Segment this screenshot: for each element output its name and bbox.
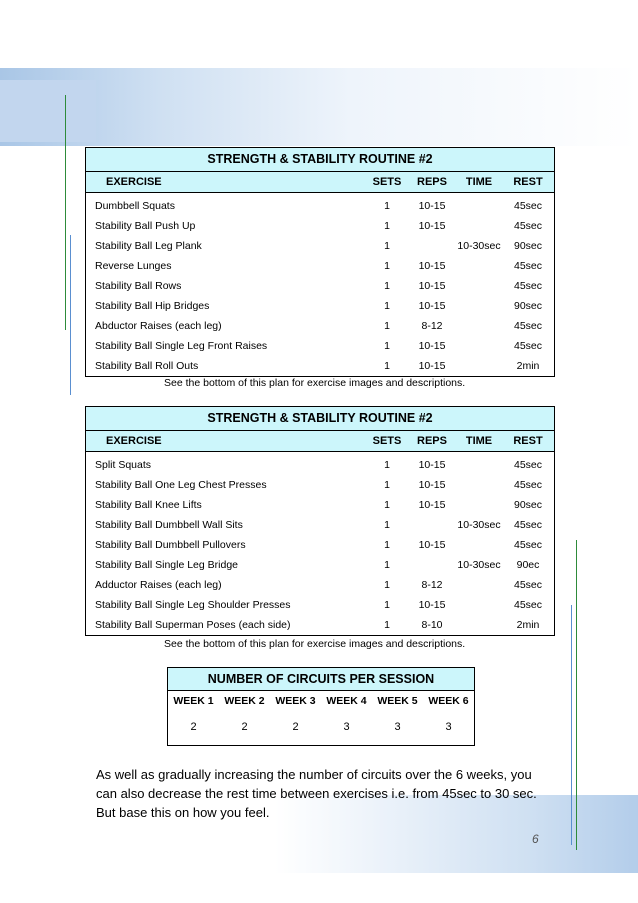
exercise-name: Stability Ball Leg Plank — [95, 240, 202, 252]
rest-value: 90ec — [516, 559, 540, 571]
time-value: 10-30sec — [457, 240, 501, 252]
routine-rows — [86, 193, 554, 376]
time-value — [454, 475, 504, 495]
time-value — [454, 336, 504, 356]
time-value — [454, 296, 504, 316]
rest-value: 45sec — [513, 579, 543, 591]
circuit-count: 2 — [292, 721, 299, 733]
exercise-row — [86, 535, 554, 555]
reps-value: 10-15 — [418, 499, 446, 511]
exercise-name: Stability Ball Roll Outs — [95, 360, 199, 372]
exercise-row — [86, 575, 554, 595]
rest-value: 45sec — [513, 340, 543, 352]
exercise-name: Stability Ball Single Leg Bridge — [95, 559, 239, 571]
exercise-row — [86, 615, 554, 635]
reps-value — [412, 236, 452, 256]
sets-value: 1 — [384, 619, 390, 631]
exercise-row — [86, 455, 554, 475]
exercise-name: Stability Ball Single Leg Shoulder Presses — [95, 599, 291, 611]
time-value: 10-30sec — [457, 519, 501, 531]
reps-value: 8-12 — [421, 579, 443, 591]
rest-value: 45sec — [513, 260, 543, 272]
circuits-title: NUMBER OF CIRCUITS PER SESSION — [168, 668, 474, 691]
time-value — [454, 356, 504, 376]
reps-value: 10-15 — [418, 479, 446, 491]
decorative-line — [65, 95, 66, 330]
routine-rows — [86, 452, 554, 635]
reps-value: 10-15 — [418, 220, 446, 232]
reps-value: 10-15 — [418, 280, 446, 292]
rest-value: 45sec — [513, 459, 543, 471]
week-label: WEEK 6 — [428, 695, 469, 707]
circuits-value-row — [168, 711, 474, 744]
routine-title: STRENGTH & STABILITY ROUTINE #2 — [86, 148, 554, 172]
rest-value: 45sec — [513, 599, 543, 611]
routine-table-2 — [85, 406, 555, 636]
week-label: WEEK 4 — [326, 695, 367, 707]
exercise-name: Stability Ball Superman Poses (each side) — [95, 619, 291, 631]
time-value — [454, 455, 504, 475]
sets-value: 1 — [384, 300, 390, 312]
exercise-name: Dumbbell Squats — [95, 200, 175, 212]
time-value — [454, 495, 504, 515]
exercise-row — [86, 555, 554, 575]
week-label: WEEK 5 — [377, 695, 418, 707]
reps-value: 10-15 — [418, 459, 446, 471]
column-exercise: EXERCISE — [106, 435, 162, 447]
time-value — [454, 535, 504, 555]
exercise-row — [86, 336, 554, 356]
exercise-row — [86, 495, 554, 515]
routine-header — [86, 431, 554, 452]
column-time: TIME — [465, 176, 493, 188]
page-number: 6 — [532, 832, 539, 846]
sets-value: 1 — [384, 340, 390, 352]
reps-value — [412, 515, 452, 535]
time-value — [454, 575, 504, 595]
circuit-count: 2 — [190, 721, 197, 733]
reps-value: 10-15 — [418, 200, 446, 212]
rest-value: 90sec — [513, 499, 543, 511]
rest-value: 45sec — [513, 200, 543, 212]
decorative-line — [571, 605, 572, 845]
exercise-name: Stability Ball Dumbbell Wall Sits — [95, 519, 243, 531]
circuit-count: 2 — [241, 721, 248, 733]
time-value — [454, 216, 504, 236]
circuit-count: 3 — [343, 721, 350, 733]
reps-value: 8-10 — [421, 619, 443, 631]
exercise-row — [86, 356, 554, 376]
sets-value: 1 — [384, 459, 390, 471]
sets-value: 1 — [384, 320, 390, 332]
column-sets: SETS — [372, 435, 402, 447]
routine-table-1 — [85, 147, 555, 377]
exercise-row — [86, 256, 554, 276]
sets-value: 1 — [384, 519, 390, 531]
column-reps: REPS — [417, 176, 447, 188]
sets-value: 1 — [384, 579, 390, 591]
header-decoration-block — [0, 80, 96, 142]
sets-value: 1 — [384, 479, 390, 491]
time-value — [454, 316, 504, 336]
rest-value: 2min — [516, 619, 540, 631]
reps-value: 8-12 — [421, 320, 443, 332]
circuit-count: 3 — [394, 721, 401, 733]
exercise-name: Reverse Lunges — [95, 260, 172, 272]
reps-value: 10-15 — [418, 260, 446, 272]
circuit-count: 3 — [445, 721, 452, 733]
rest-value: 45sec — [513, 220, 543, 232]
exercise-name: Stability Ball Knee Lifts — [95, 499, 202, 511]
exercise-name: Abductor Raises (each leg) — [95, 320, 222, 332]
column-rest: REST — [513, 435, 543, 447]
reps-value — [412, 555, 452, 575]
exercise-name: Stability Ball Hip Bridges — [95, 300, 210, 312]
exercise-row — [86, 475, 554, 495]
column-reps: REPS — [417, 435, 447, 447]
routine-note: See the bottom of this plan for exercise images and descriptions. — [164, 377, 466, 389]
week-label: WEEK 2 — [224, 695, 265, 707]
exercise-row — [86, 515, 554, 535]
time-value — [454, 615, 504, 635]
exercise-name: Adductor Raises (each leg) — [95, 579, 222, 591]
routine-title: STRENGTH & STABILITY ROUTINE #2 — [86, 407, 554, 431]
rest-value: 45sec — [513, 320, 543, 332]
exercise-row — [86, 196, 554, 216]
rest-value: 45sec — [513, 519, 543, 531]
reps-value: 10-15 — [418, 599, 446, 611]
routine-header — [86, 172, 554, 193]
column-exercise: EXERCISE — [106, 176, 162, 188]
rest-value: 45sec — [513, 280, 543, 292]
week-label: WEEK 1 — [173, 695, 214, 707]
rest-value: 2min — [516, 360, 540, 372]
exercise-name: Split Squats — [95, 459, 152, 471]
reps-value: 10-15 — [418, 340, 446, 352]
exercise-row — [86, 236, 554, 256]
column-sets: SETS — [372, 176, 402, 188]
exercise-name: Stability Ball Rows — [95, 280, 182, 292]
time-value — [454, 196, 504, 216]
sets-value: 1 — [384, 539, 390, 551]
decorative-line — [576, 540, 577, 850]
reps-value: 10-15 — [418, 539, 446, 551]
rest-value: 45sec — [513, 479, 543, 491]
sets-value: 1 — [384, 260, 390, 272]
time-value — [454, 256, 504, 276]
routine-note: See the bottom of this plan for exercise images and descriptions. — [164, 638, 466, 650]
reps-value: 10-15 — [418, 300, 446, 312]
exercise-name: Stability Ball Dumbbell Pullovers — [95, 539, 246, 551]
exercise-row — [86, 296, 554, 316]
sets-value: 1 — [384, 200, 390, 212]
time-value — [454, 276, 504, 296]
time-value — [454, 595, 504, 615]
sets-value: 1 — [384, 220, 390, 232]
decorative-line — [70, 235, 71, 395]
advice-paragraph: As well as gradually increasing the number of circuits over the 6 weeks, you can also decrease the rest time between exercises i.e. from 45sec to 30 sec. But base this on how you feel. — [96, 767, 537, 820]
circuits-table — [167, 667, 475, 746]
circuits-week-row — [168, 691, 474, 711]
column-rest: REST — [513, 176, 543, 188]
sets-value: 1 — [384, 360, 390, 372]
sets-value: 1 — [384, 599, 390, 611]
rest-value: 90sec — [513, 300, 543, 312]
reps-value: 10-15 — [418, 360, 446, 372]
sets-value: 1 — [384, 280, 390, 292]
exercise-row — [86, 595, 554, 615]
sets-value: 1 — [384, 559, 390, 571]
week-label: WEEK 3 — [275, 695, 316, 707]
exercise-row — [86, 216, 554, 236]
exercise-name: Stability Ball One Leg Chest Presses — [95, 479, 267, 491]
sets-value: 1 — [384, 499, 390, 511]
exercise-name: Stability Ball Push Up — [95, 220, 196, 232]
exercise-name: Stability Ball Single Leg Front Raises — [95, 340, 268, 352]
sets-value: 1 — [384, 240, 390, 252]
column-time: TIME — [465, 435, 493, 447]
rest-value: 90sec — [513, 240, 543, 252]
time-value: 10-30sec — [457, 559, 501, 571]
exercise-row — [86, 316, 554, 336]
exercise-row — [86, 276, 554, 296]
rest-value: 45sec — [513, 539, 543, 551]
